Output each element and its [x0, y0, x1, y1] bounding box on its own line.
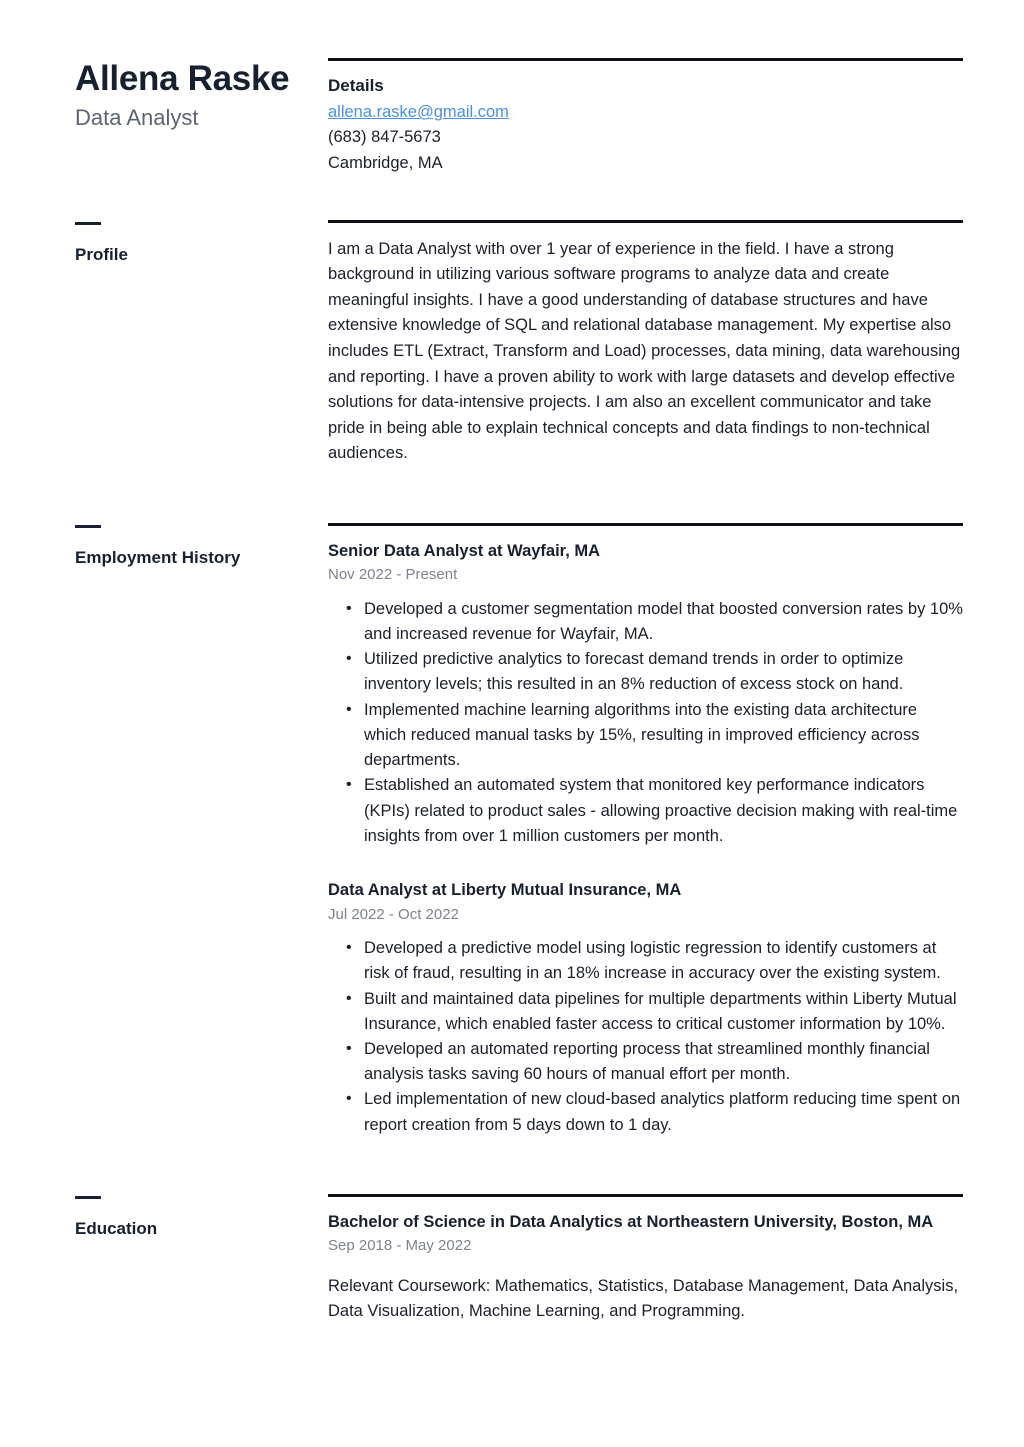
profile-section — [0, 220, 1024, 467]
header-identity — [0, 58, 328, 133]
section-dash-icon — [75, 525, 101, 528]
section-dash-icon — [75, 222, 101, 225]
employment-entry-list — [328, 540, 963, 1138]
section-divider — [328, 58, 963, 61]
employment-entry — [328, 879, 963, 1138]
profile-content — [328, 220, 1024, 467]
details-heading: Details — [328, 76, 384, 95]
entry-date: Sep 2018 - May 2022 — [328, 1237, 472, 1255]
bullet-item: • Implemented machine learning algorithms into the existing data architecture which reduced manual tasks by 15%, resulting in improved efficiency across departments. — [364, 698, 963, 774]
section-label-employment: Employment History — [75, 547, 241, 567]
entry-title: Senior Data Analyst at Wayfair, MA — [328, 541, 601, 560]
bullet-item: • Led implementation of new cloud-based analytics platform reducing time spent on report creation from 5 days down to 1 day. — [364, 1087, 963, 1137]
section-divider — [328, 523, 963, 526]
spacer — [0, 176, 1024, 220]
spacer — [0, 467, 1024, 523]
bullet-item: • Developed a predictive model using logistic regression to identify customers at risk of fraud, resulting in an 18% increase in accuracy over the existing system. — [364, 936, 963, 986]
entry-title: Data Analyst at Liberty Mutual Insurance, MA — [328, 881, 682, 900]
location-text: Cambridge, MA — [328, 153, 443, 172]
education-label-block — [0, 1194, 328, 1239]
entry-note: Relevant Coursework: Mathematics, Statistics, Database Management, Data Analysis, Data Visualization, Machine Learning, and Programming. — [328, 1276, 959, 1321]
profile-paragraph: I am a Data Analyst with over 1 year of experience in the field. I have a strong background in utilizing various software programs to analyze data and create meaningful insights. I have a good understanding of database structures and have extensive knowledge of SQL and relational database management. My expertise also includes ETL (Extract, Transform and Load) processes, data mining, data warehousing and reporting. I have a proven ability to work with large datasets and develop effective solutions for data-intensive projects. I am also an excellent communicator and take pride in being able to explain technical concepts and data findings to non-technical audiences. — [328, 239, 961, 463]
section-label-profile: Profile — [75, 244, 128, 264]
bullet-item: • Utilized predictive analytics to forecast demand trends in order to optimize inventory levels; this resulted in an 8% reduction of excess stock on hand. — [364, 647, 963, 697]
details-email-row — [328, 100, 963, 125]
section-divider — [328, 220, 963, 223]
section-dash-icon — [75, 1196, 101, 1199]
bullet-item: • Developed an automated reporting process that streamlined monthly financial analysis tasks saving 60 hours of manual effort per month. — [364, 1037, 963, 1087]
education-section — [0, 1194, 1024, 1324]
section-label-education: Education — [75, 1218, 158, 1238]
details-section — [328, 58, 1024, 176]
entry-date: Jul 2022 - Oct 2022 — [328, 905, 459, 923]
header-section — [0, 0, 1024, 176]
education-entry-list — [328, 1211, 963, 1324]
bullet-item: • Built and maintained data pipelines for multiple departments within Liberty Mutual Insurance, which enabled faster access to critical customer information by 10%. — [364, 987, 963, 1037]
section-divider — [328, 1194, 963, 1197]
education-content — [328, 1194, 1024, 1324]
employment-section — [0, 523, 1024, 1138]
employment-content — [328, 523, 1024, 1138]
entry-bullet-list — [328, 597, 963, 849]
email-link[interactable]: allena.raske@gmail.com — [328, 103, 509, 122]
entry-title: Bachelor of Science in Data Analytics at Northeastern University, Boston, MA — [328, 1212, 934, 1231]
page-title: Allena Raske — [75, 59, 290, 98]
entry-date: Nov 2022 - Present — [328, 566, 458, 584]
employment-label-block — [0, 523, 328, 568]
employment-entry — [328, 540, 963, 849]
profile-label-block — [0, 220, 328, 265]
bullet-item: • Established an automated system that monitored key performance indicators (KPIs) related to product sales - allowing proactive decision making with real-time insights from over 1 million customers per month. — [364, 773, 963, 849]
education-entry — [328, 1211, 963, 1324]
spacer — [0, 1138, 1024, 1194]
job-title-subtitle: Data Analyst — [75, 105, 199, 131]
entry-bullet-list — [328, 936, 963, 1138]
bullet-item: • Developed a customer segmentation model that boosted conversion rates by 10% and increased revenue for Wayfair, MA. — [364, 597, 963, 647]
phone-text: (683) 847-5673 — [328, 128, 441, 147]
